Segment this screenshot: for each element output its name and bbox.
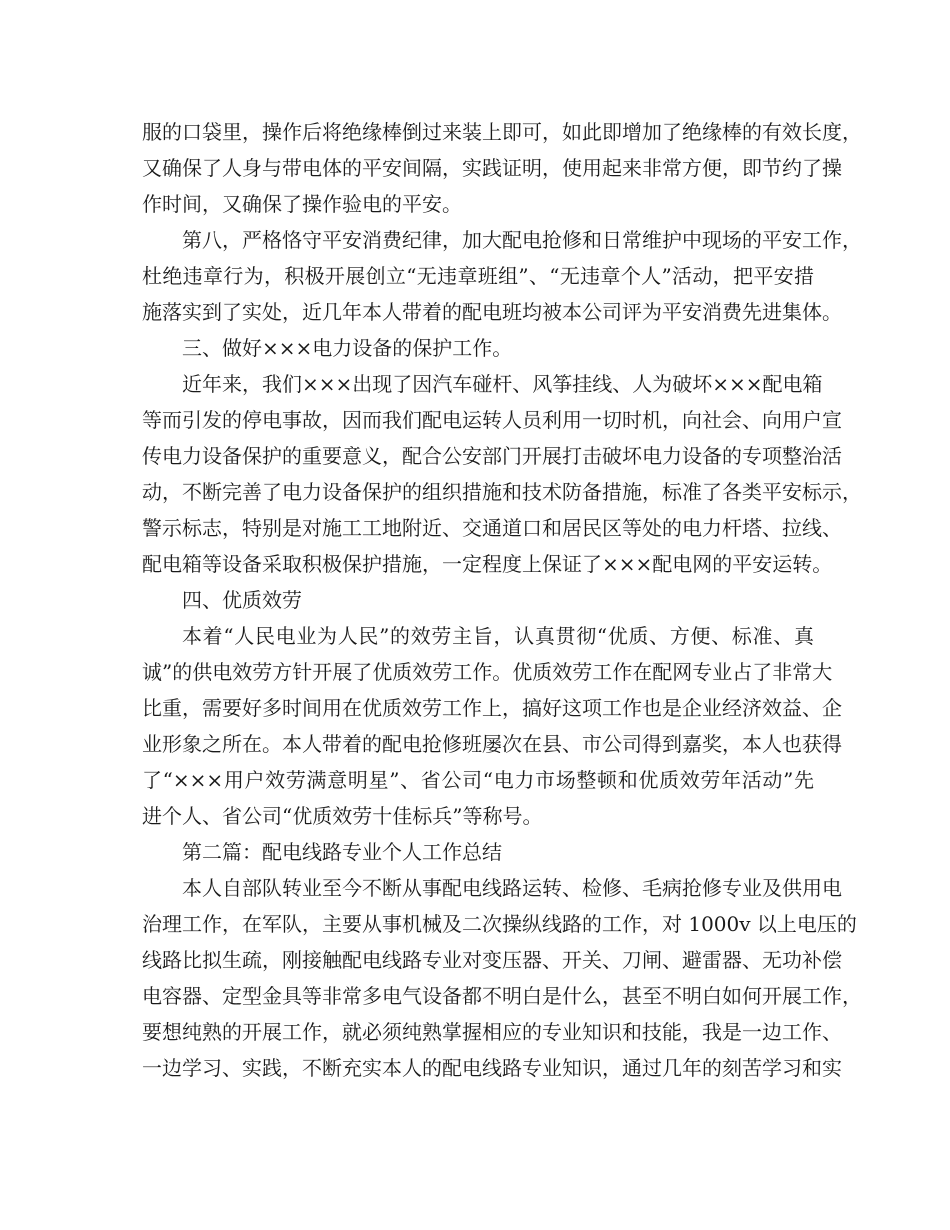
text-line: 了“×××用户效劳满意明星”、省公司“电力市场整顿和优质效劳年活动”先 xyxy=(142,768,814,792)
text-line: 要想纯熟的开展工作，就必须纯熟掌握相应的专业知识和技能，我是一边工作、 xyxy=(142,1020,842,1044)
text-line: 进个人、省公司“优质效劳十佳标兵”等称号。 xyxy=(142,804,543,828)
text-line: 一边学习、实践，不断充实本人的配电线路专业知识，通过几年的刻苦学习和实 xyxy=(142,1056,842,1080)
text-line: 动，不断完善了电力设备保护的组织措施和技术防备措施，标准了各类平安标示， xyxy=(142,480,862,504)
text-line: 第八，严格恪守平安消费纪律，加大配电抢修和日常维护中现场的平安工作， xyxy=(182,228,862,252)
text-line: 作时间，又确保了操作验电的平安。 xyxy=(142,192,462,216)
text-line: 等而引发的停电事故，因而我们配电运转人员利用一切时机，向社会、向用户宣 xyxy=(142,408,842,432)
text-line: 警示标志，特别是对施工工地附近、交通道口和居民区等处的电力杆塔、拉线、 xyxy=(142,516,842,540)
text-line: 业形象之所在。本人带着的配电抢修班屡次在县、市公司得到嘉奖，本人也获得 xyxy=(142,732,842,756)
text-line: 传电力设备保护的重要意义，配合公安部门开展打击破坏电力设备的专项整治活 xyxy=(142,444,842,468)
text-line: 又确保了人身与带电体的平安间隔，实践证明，使用起来非常方便，即节约了操 xyxy=(142,156,842,180)
text-line: 杜绝违章行为，积极开展创立“无违章班组”、“无违章个人”活动，把平安措 xyxy=(142,264,814,288)
text-line: 近年来，我们×××出现了因汽车碰杆、风筝挂线、人为破坏×××配电箱 xyxy=(182,372,823,396)
article-title: 第二篇：配电线路专业个人工作总结 xyxy=(182,840,502,864)
text-line: 比重，需要好多时间用在优质效劳工作上，搞好这项工作也是企业经济效益、企 xyxy=(142,696,842,720)
section-heading: 四、优质效劳 xyxy=(182,588,302,612)
section-heading: 三、做好×××电力设备的保护工作。 xyxy=(182,336,513,360)
text-line: 线路比拟生疏，刚接触配电线路专业对变压器、开关、刀闸、避雷器、无功补偿 xyxy=(142,948,842,972)
text-line: 电容器、定型金具等非常多电气设备都不明白是什么，甚至不明白如何开展工作， xyxy=(142,984,862,1008)
text-line: 服的口袋里，操作后将绝缘棒倒过来装上即可，如此即增加了绝缘棒的有效长度， xyxy=(142,120,862,144)
text-line: 本人自部队转业至今不断从事配电线路运转、检修、毛病抢修专业及供用电 xyxy=(182,876,842,900)
text-line: 配电箱等设备采取积极保护措施，一定程度上保证了×××配电网的平安运转。 xyxy=(142,552,833,576)
text-line: 治理工作，在军队，主要从事机械及二次操纵线路的工作，对 1000v 以上电压的 xyxy=(142,912,857,936)
text-line: 诚”的供电效劳方针开展了优质效劳工作。优质效劳工作在配网专业占了非常大 xyxy=(142,660,833,684)
text-line: 施落实到了实处，近几年本人带着的配电班均被本公司评为平安消费先进集体。 xyxy=(142,300,842,324)
text-line: 本着“人民电业为人民”的效劳主旨，认真贯彻“优质、方便、标准、真 xyxy=(182,624,814,648)
body-text xyxy=(142,114,862,1086)
